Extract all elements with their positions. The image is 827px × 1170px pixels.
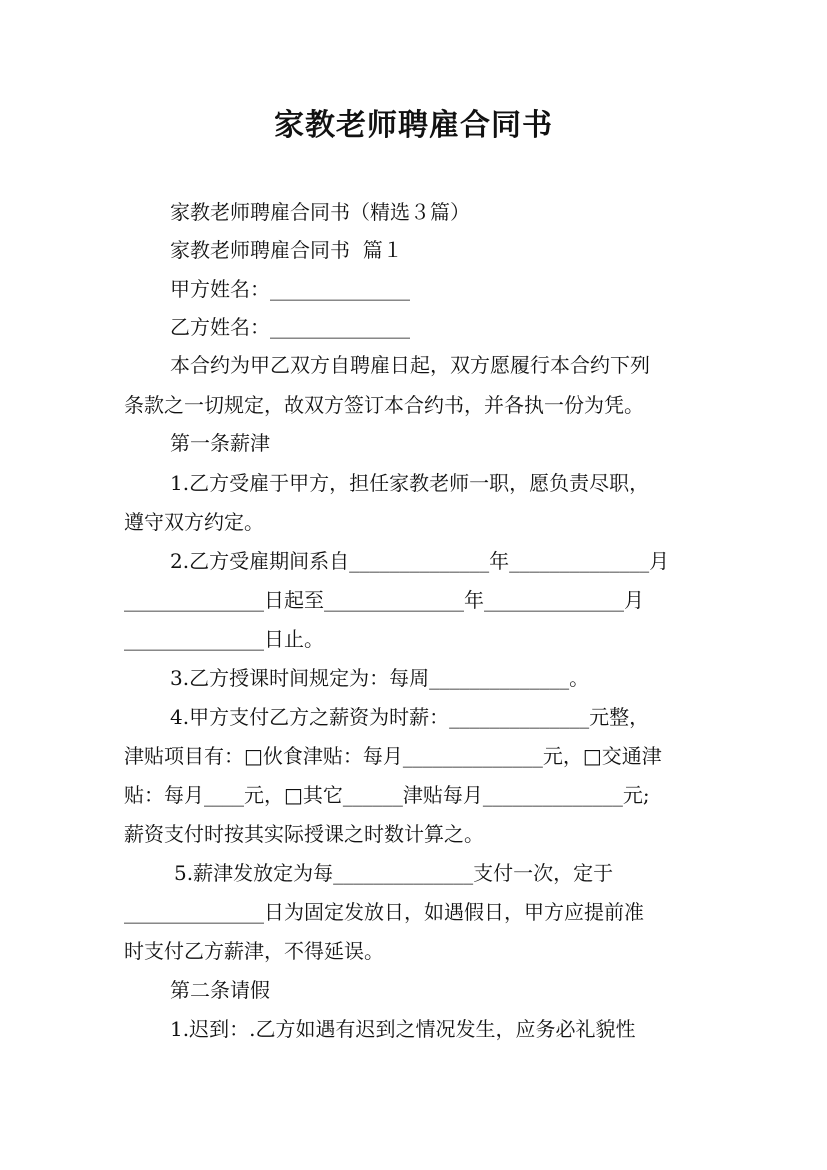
paragraph-line: ______________日起至______________年______________月 bbox=[124, 588, 644, 612]
paragraph-line: ______________日止。 bbox=[124, 627, 324, 651]
document-title: 家教老师聘雇合同书 bbox=[274, 108, 553, 143]
paragraph-line: 3.乙方授课时间规定为：每周______________。 bbox=[170, 666, 590, 690]
paragraph-line: 时支付乙方薪津，不得延误。 bbox=[124, 939, 384, 963]
paragraph-line: 遵守双方约定。 bbox=[124, 510, 264, 534]
paragraph-line: 条款之一切规定，故双方签订本合约书，并各执一份为凭。 bbox=[124, 393, 644, 417]
paragraph-line: 4.甲方支付乙方之薪资为时薪：______________元整， bbox=[170, 705, 650, 729]
paragraph-line: 薪资支付时按其实际授课之时数计算之。 bbox=[124, 822, 484, 846]
article-heading: 第一条薪津 bbox=[170, 431, 270, 455]
paragraph-line: 贴：每月____元，□其它______津贴每月______________元; bbox=[124, 783, 650, 807]
paragraph-line: 本合约为甲乙双方自聘雇日起，双方愿履行本合约下列 bbox=[170, 353, 650, 377]
section-heading-1: 家教老师聘雇合同书 篇１ bbox=[170, 238, 403, 262]
paragraph-line: 1.乙方受雇于甲方，担任家教老师一职，愿负责尽职， bbox=[170, 471, 650, 495]
paragraph-line: 1.迟到：.乙方如遇有迟到之情况发生，应务必礼貌性 bbox=[170, 1017, 636, 1041]
party-b-name-line: 乙方姓名：______________ bbox=[170, 315, 410, 339]
party-a-name-line: 甲方姓名：______________ bbox=[170, 277, 410, 301]
paragraph-line: 津贴项目有：□伙食津贴：每月______________元，□交通津 bbox=[124, 744, 662, 768]
article-heading: 第二条请假 bbox=[170, 978, 270, 1002]
subtitle-line: 家教老师聘雇合同书（精选３篇） bbox=[170, 200, 470, 224]
paragraph-line: ______________日为固定发放日，如遇假日，甲方应提前准 bbox=[124, 900, 644, 924]
paragraph-line: 5.薪津发放定为每______________支付一次，定于 bbox=[174, 861, 614, 885]
paragraph-line: 2.乙方受雇期间系自______________年______________月 bbox=[170, 549, 670, 573]
